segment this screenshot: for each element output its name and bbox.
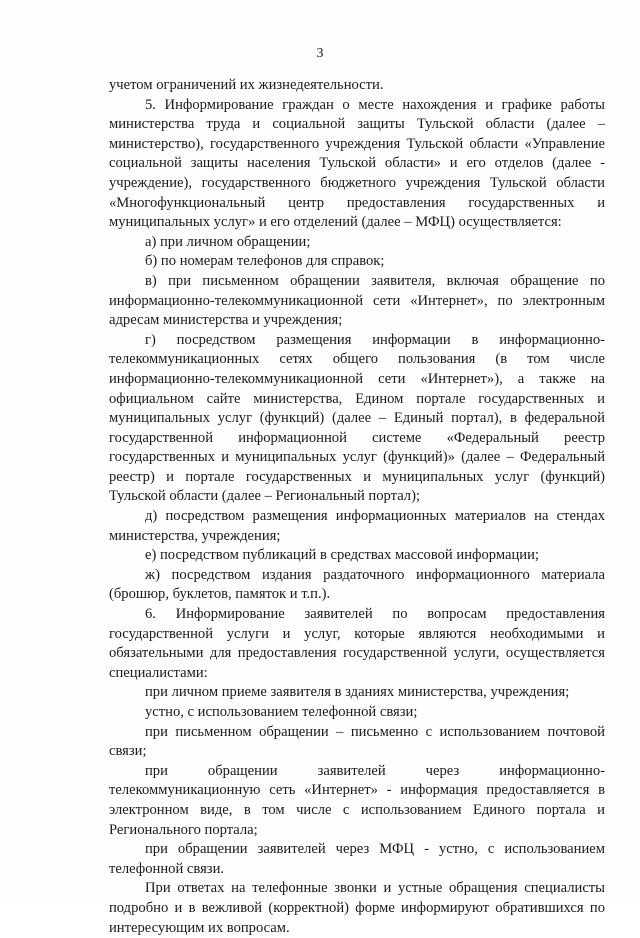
list-item-e: е) посредством публикаций в средствах массовой информации; [145, 547, 539, 564]
paragraph-phone-answers: При ответах на телефонные звонки и устные обращения специалисты подробно и в вежливой (корректной) форме информируют обратившихся по интересующим их вопросам. [109, 880, 605, 936]
list-item-v: в) при письменном обращении заявителя, включая обращение по информационно-телекоммуникационной сети «Интернет», по электронным адресам министерства и учреждения; [109, 272, 605, 329]
document-body [109, 76, 605, 938]
list-item-phone: устно, с использованием телефонной связи; [145, 704, 418, 720]
list-item-g: г) посредством размещения информации в информационно-телекоммуникационных сетях общего пользования (в том числе информационно-телекоммуникационной сети «Интернет»), а также на официальном сайте министерства, Едином портале государственных и муниципальных услуг (функций) (далее – Единый портал), в федеральной государственной информационной системе «Федеральный реестр государственных и муниципальных услуг (функций)» (далее – Федеральный реестр) и портале государственных и муниципальных услуг (функций) Тульской области (далее – Региональный портал); [109, 331, 605, 505]
list-item-internet: при обращении заявителей через информационно-телекоммуникационную сеть «Интернет» - информация предоставляется в электронном виде, в том числе с использованием Единого портала и Регионального портала; [109, 762, 605, 838]
paragraph-clause-5: 5. Информирование граждан о месте нахождения и графике работы министерства труда и социальной защиты Тульской области (далее – министерство), государственного учреждения Тульской области «Управление социальной защиты населения Тульской области» и его отделов (далее - учреждение), государственного бюджетного учреждения Тульской области «Многофункциональный центр предоставления государственных и муниципальных услуг» и его отделений (далее – МФЦ) осуществляется: [109, 96, 605, 231]
list-item-b: б) по номерам телефонов для справок; [145, 253, 385, 270]
page-number: 3 [316, 46, 324, 61]
list-item-zh: ж) посредством издания раздаточного информационного материала (брошюр, буклетов, памяток и т.п.). [109, 566, 605, 603]
list-item-personal-visit: при личном приеме заявителя в зданиях министерства, учреждения; [145, 684, 570, 701]
list-item-written: при письменном обращении – письменно с использованием почтовой связи; [109, 723, 605, 760]
paragraph-clause-6: 6. Информирование заявителей по вопросам предоставления государственной услуги и услуг, которые являются необходимыми и обязательными для предоставления государственной услуги, осуществляется специалистами: [109, 606, 605, 681]
list-item-a: а) при личном обращении; [145, 233, 311, 250]
list-item-mfc: при обращении заявителей через МФЦ - устно, с использованием телефонной связи. [109, 841, 605, 877]
paragraph-continuation: учетом ограничений их жизнедеятельности. [109, 77, 384, 93]
list-item-d: д) посредством размещения информационных материалов на стендах министерства, учреждения; [109, 508, 605, 544]
